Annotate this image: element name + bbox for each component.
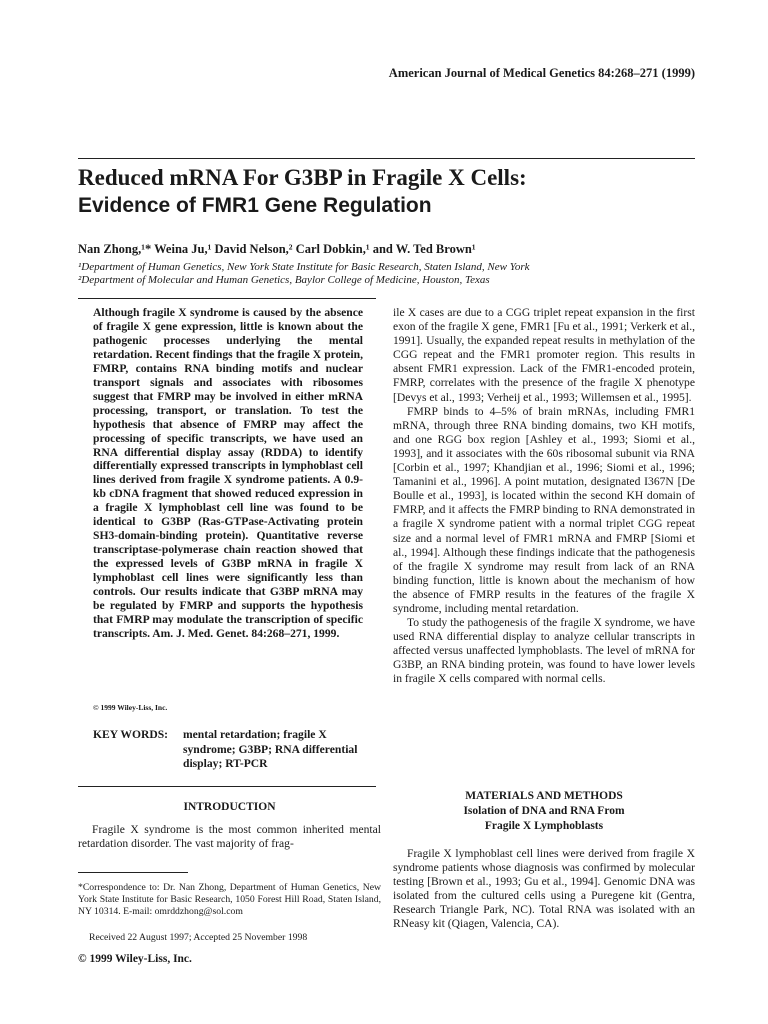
footnote-rule [78,872,188,873]
paragraph-continuation: ile X cases are due to a CGG triplet repeat expansion in the first exon of the fragile X gene, FMR1 [Fu et al., 1991; Verkerk et al., 1991]. Usually, the expanded repeat results in methylation of the CGG repeat and the FMR1 promoter region. This results in absent FMR1 expression. Lack of the FMR1-encoded protein, FMRP, correlates with the presence of the fragile X phenotype [Devys et al., 1993; Verheij et al., 1993; Willemsen et al., 1995]. [393,306,695,404]
affiliation-2: ²Department of Molecular and Human Genetics, Baylor College of Medicine, Houston, Texas [78,274,490,286]
received-dates: Received 22 August 1997; Accepted 25 November 1998 [89,932,308,943]
keywords-text: mental retardation; fragile X syndrome; G3BP; RNA differential display; RT-PCR [183,728,358,770]
right-column-text [393,306,695,687]
affiliation-1: ¹Department of Human Genetics, New York State Institute for Basic Research, Staten Island, New York [78,261,530,273]
abstract-copyright: © 1999 Wiley-Liss, Inc. [93,703,168,712]
correspondence-footnote: *Correspondence to: Dr. Nan Zhong, Department of Human Genetics, New York State Institute for Basic Research, 1050 Forest Hill Road, Staten Island, NY 10314. E-mail: omrddzhong@sol.com [78,882,381,918]
introduction-heading: INTRODUCTION [183,801,276,813]
journal-citation: American Journal of Medical Genetics 84:268–271 (1999) [388,66,695,80]
paragraph-fmrp-binding: FMRP binds to 4–5% of brain mRNAs, including FMR1 mRNA, through three RNA binding domains, two KH motifs, and one RGG box region [Ashley et al., 1993; Siomi et al., 1993], and it associates with the 60s ribosomal subunit via RNA [Corbin et al., 1997; Khandjian et al., 1996; Siomi et al., 1996; Tamanini et al., 1996]. A point mutation, designated I367N [De Boulle et al., 1993], is located within the second KH domain of FMRP, and it affects the FMRP binding to RNA demonstrated in a fragile X syndrome patient with a normal triplet CGG repeat size and a normal level of FMR1 mRNA and FMRP [Siomi et al., 1994]. Although these findings indicate that the pathogenesis of the fragile X syndrome may result from lack of an RNA binding function, little is known about the mechanism of how the absence of FMRP results in the features of the fragile X syndrome, including mental retardation. [393,404,695,615]
introduction-text [78,823,381,851]
paragraph-study-aim: To study the pathogenesis of the fragile X syndrome, we have used RNA differential display to analyze cellular transcripts in affected versus unaffected lymphoblasts. The level of mRNA for G3BP, an RNA binding protein, was found to have lower levels in fragile X cells compared with normal cells. [393,616,695,686]
abstract-top-rule [78,298,376,299]
author-list: Nan Zhong,¹* Weina Ju,¹ David Nelson,² Carl Dobkin,¹ and W. Ted Brown¹ [78,242,476,256]
title-top-rule [78,158,695,159]
abstract-bottom-rule [78,786,376,787]
methods-subheading-line2: Fragile X Lymphoblasts [484,820,604,832]
introduction-paragraph: Fragile X syndrome is the most common inherited mental retardation disorder. The vast majority of frag- [78,823,381,851]
methods-heading: MATERIALS AND METHODS [465,790,623,802]
methods-text [393,847,695,932]
article-subtitle: Evidence of FMR1 Gene Regulation [78,194,432,217]
methods-paragraph: Fragile X lymphoblast cell lines were derived from fragile X syndrome patients whose diagnosis was confirmed by molecular testing [Brown et al., 1993; Gu et al., 1994]. Genomic DNA was isolated from the cultured cells using a Puregene kit (Gentra, Research Triangle Park, NC). Total RNA was isolated with an RNeasy kit (Qiagen, Valencia, CA). [393,847,695,931]
article-title: Reduced mRNA For G3BP in Fragile X Cells: [78,165,527,190]
page-copyright: © 1999 Wiley-Liss, Inc. [78,953,192,965]
abstract-text: Although fragile X syndrome is caused by the absence of fragile X gene expression, little is known about the pathogenic processes underlying the mental retardation. Recent findings that the fragile X protein, FMRP, contains RNA binding motifs and nuclear transport signals and associates with ribosomes suggest that FMRP may be involved in either mRNA processing, transport, or translation. To test the hypothesis that absence of FMRP may affect the processing of specific transcripts, we have used an RNA differential display assay (RDDA) to identify differentially expressed transcripts in lymphoblast cell lines derived from fragile X syndrome patients. A 0.9-kb cDNA fragment that showed reduced expression in a fragile X lymphoblast cell line was found to be identical to G3BP (Ras-GTPase-Activating protein SH3-domain-binding protein). Quantitative reverse transcriptase-polymerase chain reaction showed that the expressed levels of G3BP mRNA in fragile X lymphoblast cell lines were significantly less than controls. Our results indicate that G3BP mRNA may be regulated by FMRP and supports the hypothesis that FMRP may modulate the transcription of specific transcripts. Am. J. Med. Genet. 84:268–271, 1999. [93,306,363,640]
keywords-label: KEY WORDS: [93,728,169,741]
methods-subheading-line1: Isolation of DNA and RNA From [463,805,625,817]
